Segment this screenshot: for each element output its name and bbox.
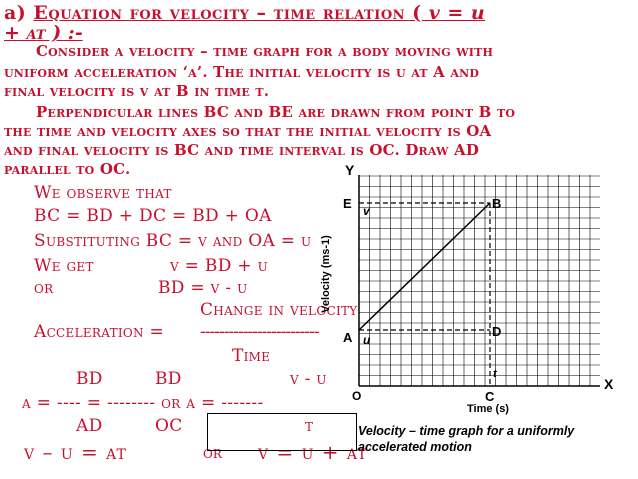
para2-line1: Perpendicular lines BC and BE are drawn from point B to — [36, 103, 516, 121]
ad-denominator: AD — [76, 416, 103, 436]
point-e-label: E — [343, 196, 352, 211]
t-denominator: t — [305, 416, 314, 436]
bd-numerator-1: BD — [76, 369, 103, 389]
or-equation: BD = v - u — [158, 278, 248, 298]
final-equation-lhs: v – u = at — [24, 440, 127, 464]
we-get-label: We get — [34, 256, 94, 276]
observe-text: We observe that — [34, 183, 172, 203]
para2-line3: and final velocity is BC and time interval is OC. Draw AD — [4, 141, 480, 159]
bd-numerator-2: BD — [155, 369, 182, 389]
time-label: Time — [232, 346, 271, 366]
acceleration-fraction-equation: a = ---- = -------- or a = ------- — [22, 393, 264, 413]
v-minus-u-numerator: v - u — [290, 369, 327, 389]
point-u-label: u — [363, 333, 371, 347]
point-t-label: t — [493, 368, 497, 380]
graph-grid — [359, 175, 600, 386]
substitution-text: Substituting BC = v and OA = u — [34, 231, 312, 251]
we-get-equation: v = BD + u — [170, 256, 269, 276]
graph-caption-line1: Velocity – time graph for a uniformly — [358, 424, 575, 438]
para1-line2: uniform acceleration ‘a’. The initial velocity is u at A and — [4, 63, 480, 81]
point-d-label: D — [492, 324, 502, 339]
point-a-label: A — [343, 330, 353, 345]
velocity-line-ab — [359, 203, 490, 330]
point-b-label: B — [492, 196, 502, 211]
change-in-velocity-text: Change in velocity — [200, 300, 358, 320]
final-equation-rhs: v = u + at — [258, 440, 368, 464]
y-axis-title: Velocity (ms-1) — [319, 235, 332, 313]
heading-line2: + at ) :- — [4, 22, 83, 44]
point-c-label: C — [485, 389, 495, 404]
oc-denominator: OC — [155, 416, 183, 436]
or-label: or — [34, 278, 54, 298]
para1-line3: final velocity is v at B in time t. — [4, 82, 270, 100]
para1-line1: Consider a velocity – time graph for a body moving with — [36, 42, 494, 60]
para2-line2: the time and velocity axes so that the initial velocity is OA — [4, 122, 492, 140]
point-v-label: v — [363, 204, 370, 218]
fraction-line: ------------------------- — [200, 322, 319, 342]
final-or: or — [203, 443, 222, 463]
equation-1: BC = BD + DC = BD + OA — [34, 206, 272, 226]
caption-box — [207, 413, 357, 451]
origin-label: O — [352, 389, 362, 403]
para2-line4: parallel to OC. — [4, 160, 131, 178]
y-axis-letter: Y — [345, 162, 355, 178]
heading-prefix: a) — [4, 2, 34, 24]
graph-caption-line2: accelerated motion — [358, 440, 472, 454]
x-axis-title: Time (s) — [467, 403, 509, 415]
heading-formula: v = u — [421, 2, 486, 24]
heading-title: Equation for velocity – time relation ( — [33, 2, 422, 24]
acceleration-label: Acceleration = — [34, 322, 165, 342]
x-axis-letter: X — [604, 376, 614, 392]
